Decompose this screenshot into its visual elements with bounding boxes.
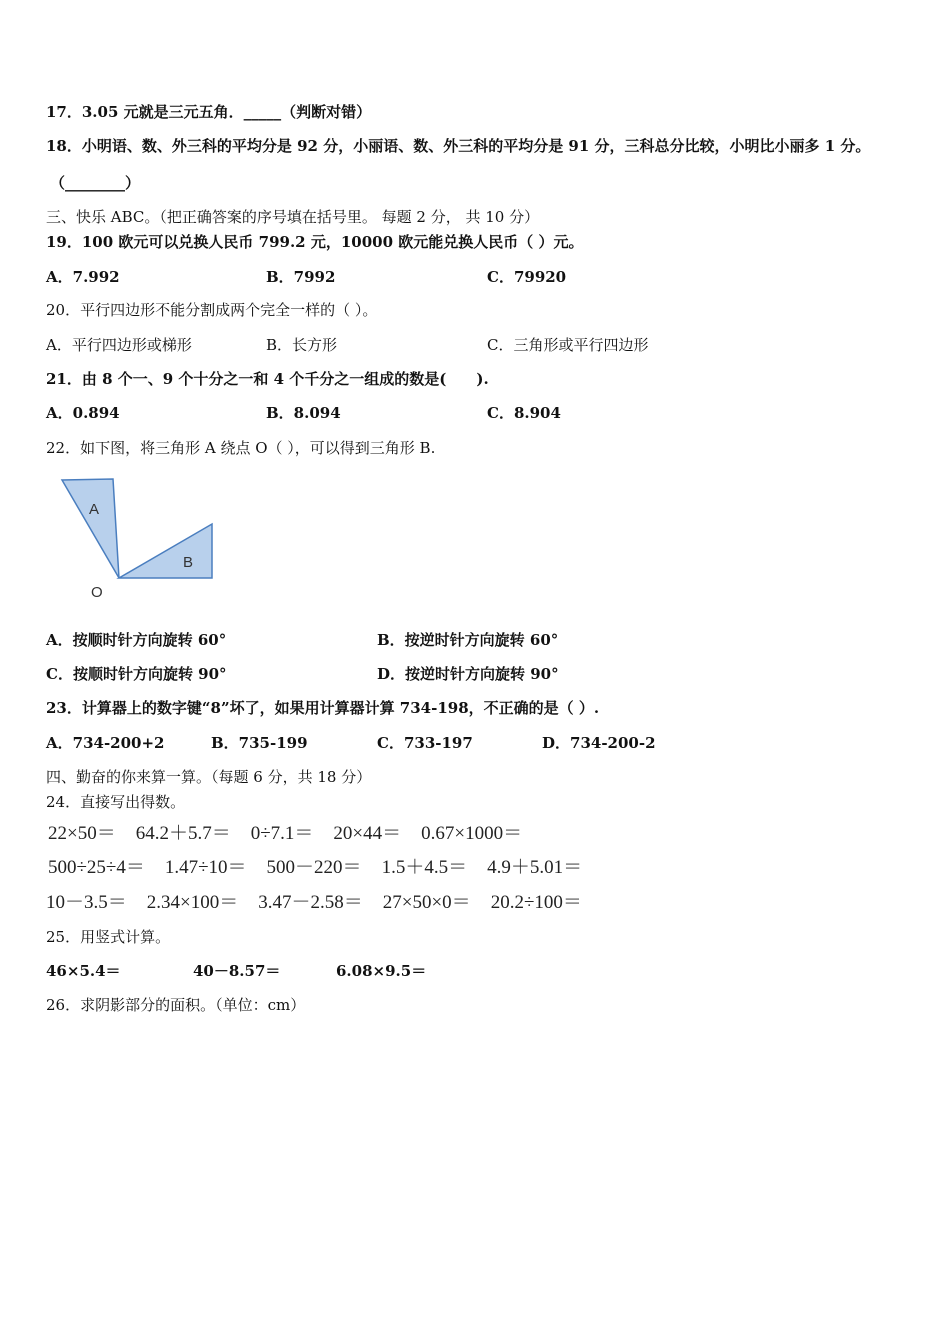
- section-3-heading: 三、快乐 ABC。（把正确答案的序号填在括号里。 每题 2 分， 共 10 分）: [46, 208, 540, 226]
- q22-option-c: C．按顺时针方向旋转 90°: [46, 665, 227, 683]
- question-26: 26．求阴影部分的面积。（单位：cm）: [46, 996, 306, 1014]
- calc-item: 500÷25÷4＝: [48, 857, 145, 878]
- q23-option-c: C．733-197: [377, 734, 473, 752]
- label-o: O: [91, 584, 103, 601]
- question-17: 17．3.05 元就是三元五角．_____（判断对错）: [46, 103, 372, 121]
- question-18-blank: （________）: [50, 174, 141, 192]
- q20-option-a: A．平行四边形或梯形: [46, 336, 192, 354]
- q20-option-b: B．长方形: [266, 336, 338, 354]
- q21-option-a: A．0.894: [46, 404, 120, 422]
- q23-option-d: D．734-200-2: [542, 734, 656, 752]
- label-a: A: [89, 501, 100, 518]
- vertical-calc-3: 6.08×9.5＝: [336, 962, 427, 980]
- q22-option-b: B．按逆时针方向旋转 60°: [377, 631, 559, 649]
- q21-option-b: B．8.094: [266, 404, 341, 422]
- calc-item: 20×44＝: [333, 823, 402, 844]
- q19-option-a: A．7.992: [46, 268, 120, 286]
- calc-item: 3.47－2.58＝: [258, 892, 363, 913]
- calc-item: 22×50＝: [48, 823, 116, 844]
- calc-item: 0÷7.1＝: [250, 823, 314, 844]
- vertical-calc-1: 46×5.4＝: [46, 962, 121, 980]
- vertical-calc-2: 40－8.57＝: [193, 962, 281, 980]
- question-23: 23．计算器上的数字键“8”坏了，如果用计算器计算 734-198，不正确的是（ ）.: [46, 699, 600, 717]
- calc-row-3: [46, 891, 602, 915]
- question-25: 25．用竖式计算。: [46, 928, 171, 946]
- calc-item: 1.5＋4.5＝: [381, 857, 468, 878]
- calc-item: 0.67×1000＝: [421, 823, 523, 844]
- calc-row-1: [48, 822, 542, 846]
- calc-item: 20.2÷100＝: [490, 892, 582, 913]
- calc-item: 500－220＝: [266, 857, 362, 878]
- calc-item: 2.34×100＝: [146, 892, 239, 913]
- calc-item: 4.9＋5.01＝: [487, 857, 583, 878]
- q19-option-c: C．79920: [487, 268, 567, 286]
- q22-option-d: D．按逆时针方向旋转 90°: [377, 665, 559, 683]
- question-19: 19．100 欧元可以兑换人民币 799.2 元，10000 欧元能兑换人民币（ ）元。: [46, 233, 584, 251]
- calc-row-2: [48, 856, 602, 880]
- calc-item: 27×50×0＝: [382, 892, 471, 913]
- q19-option-b: B．7992: [266, 268, 336, 286]
- question-22: 22．如下图，将三角形 A 绕点 O（ ），可以得到三角形 B.: [46, 439, 436, 457]
- q23-option-b: B．735-199: [211, 734, 308, 752]
- q22-option-a: A．按顺时针方向旋转 60°: [46, 631, 227, 649]
- question-24: 24．直接写出得数。: [46, 793, 186, 811]
- q23-option-a: A．734-200+2: [46, 734, 165, 752]
- label-b: B: [183, 554, 194, 571]
- question-21: 21．由 8 个一、9 个十分之一和 4 个千分之一组成的数是( ).: [46, 370, 489, 388]
- question-18: 18．小明语、数、外三科的平均分是 92 分，小丽语、数、外三科的平均分是 91 分，三科总分比较，小明比小丽多 1 分。: [46, 137, 871, 155]
- calc-item: 64.2＋5.7＝: [135, 823, 231, 844]
- calc-item: 1.47÷10＝: [164, 857, 247, 878]
- calc-item: 10－3.5＝: [46, 892, 127, 913]
- rotation-figure: [55, 472, 225, 607]
- q20-option-c: C．三角形或平行四边形: [487, 336, 649, 354]
- question-20: 20．平行四边形不能分割成两个完全一样的（ ）。: [46, 301, 378, 319]
- section-4-heading: 四、勤奋的你来算一算。（每题 6 分，共 18 分）: [46, 768, 372, 786]
- q21-option-c: C．8.904: [487, 404, 561, 422]
